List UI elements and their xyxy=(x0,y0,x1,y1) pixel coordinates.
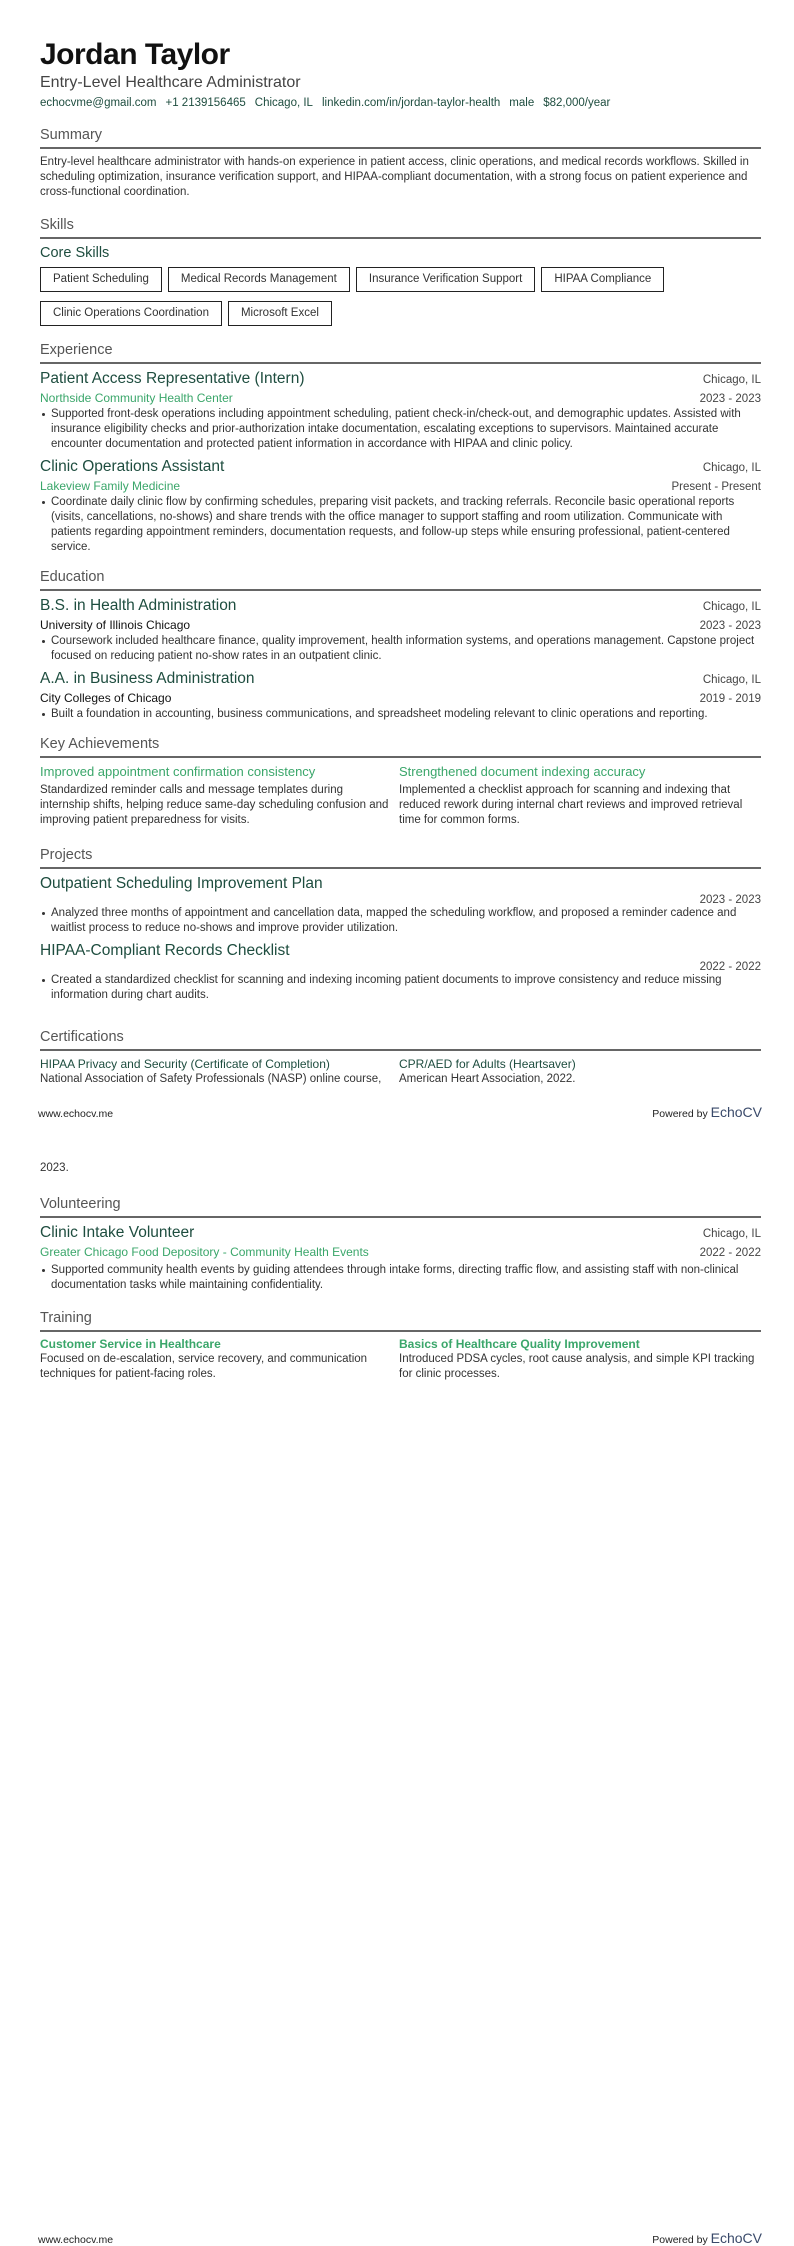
achievement-text: Implemented a checklist approach for scanning and indexing that reduced rework during internal chart reviews and improved retrieval time for common forms. xyxy=(399,784,743,826)
candidate-name: Jordan Taylor xyxy=(40,38,230,71)
project-bullet: Created a standardized checklist for scanning and indexing incoming patient documents to improve consistency and reduce missing information during chart audits. xyxy=(40,973,761,1003)
achievement-text: Standardized reminder calls and message templates during internship shifts, helping reduce same-day scheduling confusion and improving patient preparedness for visits. xyxy=(40,784,389,826)
contact-gender: male xyxy=(509,97,535,109)
education-item xyxy=(40,596,761,664)
edu-dates: 2023 - 2023 xyxy=(699,620,761,632)
section-heading: Projects xyxy=(40,847,93,863)
education-section xyxy=(40,567,761,722)
summary-text: Entry-level healthcare administrator with hands-on experience in patient access, clinic operations, and medical records workflows. Skilled in scheduling optimization, insurance verification support, and HIPAA-compliant documentation, with a strong focus on patient experience and cross-functional coordination. xyxy=(40,156,749,198)
degree: B.S. in Health Administration xyxy=(40,597,237,614)
divider xyxy=(40,362,761,364)
certifications-section xyxy=(40,1027,761,1087)
footer-powered: Powered by xyxy=(652,2234,708,2246)
divider xyxy=(40,147,761,149)
project-title: Outpatient Scheduling Improvement Plan xyxy=(40,875,323,892)
skill-chip: Patient Scheduling xyxy=(40,267,162,292)
training-section xyxy=(40,1308,761,1382)
divider xyxy=(40,867,761,869)
job-dates: Present - Present xyxy=(671,481,761,493)
project-dates: 2022 - 2022 xyxy=(699,961,761,973)
training-title: Customer Service in Healthcare xyxy=(40,1337,221,1351)
experience-item xyxy=(40,457,761,555)
skills-section xyxy=(40,215,761,326)
volunteer-item xyxy=(40,1223,761,1293)
job-bullet: Coordinate daily clinic flow by confirming schedules, preparing visit packets, and tracking referrals. Reconcile basic operational reports (visits, cancellations, no-shows) and share trends with the office manager to support staffing and room utilization. Communicate with patients regarding appointment reminders, documentation requests, and follow-up steps while ensuring professional, patient-centered service. xyxy=(40,495,761,555)
volunteer-dates: 2022 - 2022 xyxy=(699,1247,761,1259)
job-title: Clinic Operations Assistant xyxy=(40,458,225,475)
page-footer xyxy=(38,2230,762,2246)
cert-issuer: American Heart Association, 2022. xyxy=(399,1073,576,1085)
job-location: Chicago, IL xyxy=(702,374,761,386)
section-heading: Volunteering xyxy=(40,1196,121,1212)
project-item xyxy=(40,874,761,936)
project-bullet: Analyzed three months of appointment and cancellation data, mapped the scheduling workflow, and proposed a reminder cadence and waitlist process to reduce no-shows and improve provider utilization. xyxy=(40,906,761,936)
footer-brand[interactable]: EchoCV xyxy=(710,1104,762,1120)
section-heading: Education xyxy=(40,569,105,585)
footer-brand[interactable]: EchoCV xyxy=(710,2230,762,2246)
skill-chip: Insurance Verification Support xyxy=(356,267,535,292)
divider xyxy=(40,1330,761,1332)
resume-header xyxy=(40,38,761,109)
volunteer-bullet: Supported community health events by guiding attendees through intake forms, directing traffic flow, and assisting staff with non-clinical documentation tasks while maintaining confidentiality. xyxy=(40,1263,761,1293)
skill-chip: HIPAA Compliance xyxy=(541,267,664,292)
project-dates: 2023 - 2023 xyxy=(699,894,761,906)
job-bullet: Supported front-desk operations including appointment scheduling, patient check-in/check-out, and demographic updates. Assisted with insurance eligibility checks and prior-authorization intake documentation, escalating exceptions to supervisors. Maintained accurate encounter documentation and protected patient information in accordance with HIPAA and clinic policy. xyxy=(40,407,761,452)
degree: A.A. in Business Administration xyxy=(40,670,255,687)
edu-dates: 2019 - 2019 xyxy=(699,693,761,705)
skill-chip: Clinic Operations Coordination xyxy=(40,301,222,326)
edu-location: Chicago, IL xyxy=(702,601,761,613)
page-footer xyxy=(38,1104,762,1120)
achievements-section xyxy=(40,734,761,828)
achievement-title: Improved appointment confirmation consistency xyxy=(40,764,316,779)
volunteer-org: Greater Chicago Food Depository - Community Health Events xyxy=(40,1245,369,1259)
certification-item xyxy=(399,1056,758,1087)
section-heading: Certifications xyxy=(40,1029,124,1045)
divider xyxy=(40,1049,761,1051)
project-item xyxy=(40,941,761,1003)
training-text: Focused on de-escalation, service recovery, and communication techniques for patient-facing roles. xyxy=(40,1353,368,1380)
contact-linkedin[interactable]: linkedin.com/in/jordan-taylor-health xyxy=(321,97,501,109)
footer-powered: Powered by xyxy=(652,1108,708,1120)
job-company: Northside Community Health Center xyxy=(40,391,233,405)
divider xyxy=(40,1216,761,1218)
education-item xyxy=(40,669,761,722)
training-text: Introduced PDSA cycles, root cause analysis, and simple KPI tracking for clinic processes. xyxy=(399,1353,755,1380)
contact-salary: $82,000/year xyxy=(543,97,611,109)
job-company: Lakeview Family Medicine xyxy=(40,479,181,493)
cert-issuer: National Association of Safety Professionals (NASP) online course, xyxy=(40,1073,382,1085)
contact-list xyxy=(40,97,761,109)
edu-bullet: Built a foundation in accounting, business communications, and spreadsheet modeling relevant to clinic operations and reporting. xyxy=(40,707,761,722)
training-item xyxy=(40,1336,399,1382)
contact-location: Chicago, IL xyxy=(254,97,313,109)
section-heading: Skills xyxy=(40,217,74,233)
cert-title: HIPAA Privacy and Security (Certificate of Completion) xyxy=(40,1057,330,1071)
achievement-item xyxy=(40,763,399,828)
job-title: Patient Access Representative (Intern) xyxy=(40,370,305,387)
contact-phone[interactable]: +1 2139156465 xyxy=(165,97,246,109)
skill-chips xyxy=(40,267,761,326)
skill-chip: Medical Records Management xyxy=(168,267,350,292)
footer-url[interactable]: www.echocv.me xyxy=(38,2234,114,2246)
school: City Colleges of Chicago xyxy=(40,691,172,705)
section-heading: Key Achievements xyxy=(40,736,160,752)
experience-section xyxy=(40,340,761,555)
divider xyxy=(40,589,761,591)
volunteer-title: Clinic Intake Volunteer xyxy=(40,1224,195,1241)
cert-issuer-overflow: 2023. xyxy=(40,1162,69,1174)
achievement-item xyxy=(399,763,758,828)
job-dates: 2023 - 2023 xyxy=(699,393,761,405)
experience-item xyxy=(40,369,761,452)
contact-email[interactable]: echocvme@gmail.com xyxy=(40,97,157,109)
projects-section xyxy=(40,845,761,1003)
summary-section xyxy=(40,125,761,200)
candidate-title: Entry-Level Healthcare Administrator xyxy=(40,74,301,91)
section-heading: Experience xyxy=(40,342,113,358)
skill-chip: Microsoft Excel xyxy=(228,301,332,326)
training-item xyxy=(399,1336,758,1382)
skill-group-title: Core Skills xyxy=(40,245,110,261)
divider xyxy=(40,237,761,239)
volunteer-location: Chicago, IL xyxy=(702,1228,761,1240)
section-heading: Summary xyxy=(40,127,103,143)
footer-url[interactable]: www.echocv.me xyxy=(38,1108,114,1120)
project-title: HIPAA-Compliant Records Checklist xyxy=(40,942,290,959)
training-title: Basics of Healthcare Quality Improvement xyxy=(399,1337,640,1351)
job-location: Chicago, IL xyxy=(702,462,761,474)
volunteering-section xyxy=(40,1194,761,1293)
achievement-title: Strengthened document indexing accuracy xyxy=(399,764,646,779)
certification-item xyxy=(40,1056,399,1087)
divider xyxy=(40,756,761,758)
cert-title: CPR/AED for Adults (Heartsaver) xyxy=(399,1057,576,1071)
edu-location: Chicago, IL xyxy=(702,674,761,686)
section-heading: Training xyxy=(40,1310,92,1326)
school: University of Illinois Chicago xyxy=(40,618,191,632)
edu-bullet: Coursework included healthcare finance, quality improvement, health information systems, and operations management. Capstone project focused on reducing patient no-show rates in an outpatient clinic. xyxy=(40,634,761,664)
